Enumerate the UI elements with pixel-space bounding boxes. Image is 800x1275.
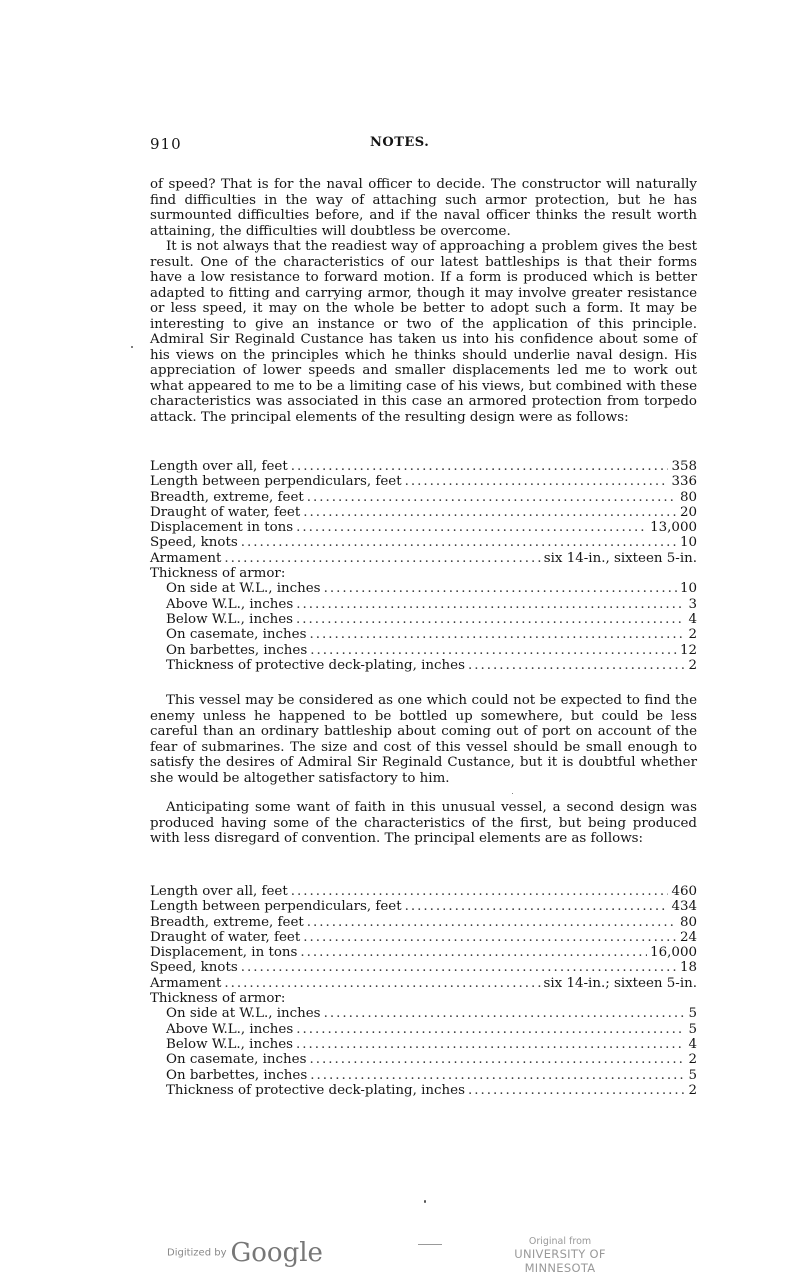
spec-row: Draught of water, feet ..... 24 (150, 930, 697, 945)
spec-row: Length between perpendiculars, feet ..... 434 (150, 899, 697, 914)
paragraph-1: of speed? That is for the naval officer to decide. The constructor will naturally find difficulties in the way of attaching such armor protection, but he has surmounted difficulties before, and if the naval officer thinks the result worth attaining, the difficulties will doubtless be overcome. (150, 177, 697, 239)
armor-heading: Thickness of armor: (150, 566, 286, 582)
spec-row: Breadth, extreme, feet ..... 80 (150, 915, 697, 930)
paragraph-4: Anticipating some want of faith in this unusual vessel, a second design was produced having some of the characteristics of the first, but being produced with less disregard of convention. The principal elements are as follows: (150, 800, 697, 846)
spec-row: Length between perpendiculars, feet ..... 336 (150, 474, 697, 489)
scan-speck (131, 346, 133, 348)
spec-row: Length over all, feet ..... 460 (150, 884, 697, 899)
spec-row: Speed, knots ..... 18 (150, 960, 697, 975)
page-number: 910 (150, 135, 182, 153)
scan-speck (424, 1200, 426, 1203)
armor-row: On casemate, inches ..... 2 (150, 1052, 697, 1067)
spec-row: Displacement, in tons ..... 16,000 (150, 945, 697, 960)
armor-row: On casemate, inches ..... 2 (150, 627, 697, 642)
spec-row: Draught of water, feet ..... 20 (150, 505, 697, 520)
original-source-mark: Original from UNIVERSITY OF MINNESOTA (514, 1236, 606, 1275)
footer-divider (418, 1244, 442, 1245)
armor-row: Above W.L., inches ..... 3 (150, 597, 697, 612)
armor-heading: Thickness of armor: (150, 991, 286, 1007)
scan-speck (512, 793, 513, 794)
armor-row: On barbettes, inches ..... 12 (150, 643, 697, 658)
spec-row: Breadth, extreme, feet ..... 80 (150, 490, 697, 505)
spec-row: Length over all, feet ..... 358 (150, 459, 697, 474)
armor-row: Thickness of protective deck-plating, inches ..... 2 (150, 658, 697, 673)
spec-row: Speed, knots ..... 10 (150, 535, 697, 550)
armor-row: Thickness of protective deck-plating, inches ..... 2 (150, 1083, 697, 1098)
spec-row: Displacement in tons ..... 13,000 (150, 520, 697, 535)
running-title: NOTES. (370, 135, 430, 150)
design-1-specs (150, 459, 697, 673)
armor-row: Above W.L., inches ..... 5 (150, 1022, 697, 1037)
spec-row: Armament ..... six 14-in., sixteen 5-in. (150, 551, 697, 566)
armor-row: Below W.L., inches ..... 4 (150, 1037, 697, 1052)
paragraph-3: This vessel may be considered as one which could not be expected to find the enemy unless he happened to be bottled up somewhere, but could be less careful than an ordinary battleship about coming out of port on account of the fear of submarines. The size and cost of this vessel should be small enough to satisfy the desires of Admiral Sir Reginald Custance, but it is doubtful whether she would be altogether satisfactory to him. (150, 693, 697, 786)
armor-row: On barbettes, inches ..... 5 (150, 1068, 697, 1083)
paragraph-2: It is not always that the readiest way of approaching a problem gives the best result. One of the characteristics of our latest battleships is that their forms have a low resistance to forward motion. If a form is produced which is better adapted to fitting and carrying armor, though it may involve greater resistance or less speed, it may on the whole be better to adopt such a form. It may be interesting to give an instance or two of the application of this principle. Admiral Sir Reginald Custance has taken us into his confidence about some of his views on the principles which he thinks should underlie naval design. His appreciation of lower speeds and smaller displacements led me to work out what appeared to me to be a limiting case of his views, but combined with these characteristics was associated in this case an armored protection from torpedo attack. The principal elements of the resulting design were as follows: (150, 239, 697, 425)
design-2-specs (150, 884, 697, 1098)
digitized-by-google-mark: Digitized by Google (167, 1238, 323, 1268)
armor-row: On side at W.L., inches ..... 5 (150, 1006, 697, 1021)
armor-row: Below W.L., inches ..... 4 (150, 612, 697, 627)
spec-row: Armament ..... six 14-in.; sixteen 5-in. (150, 976, 697, 991)
armor-row: On side at W.L., inches ..... 10 (150, 581, 697, 596)
